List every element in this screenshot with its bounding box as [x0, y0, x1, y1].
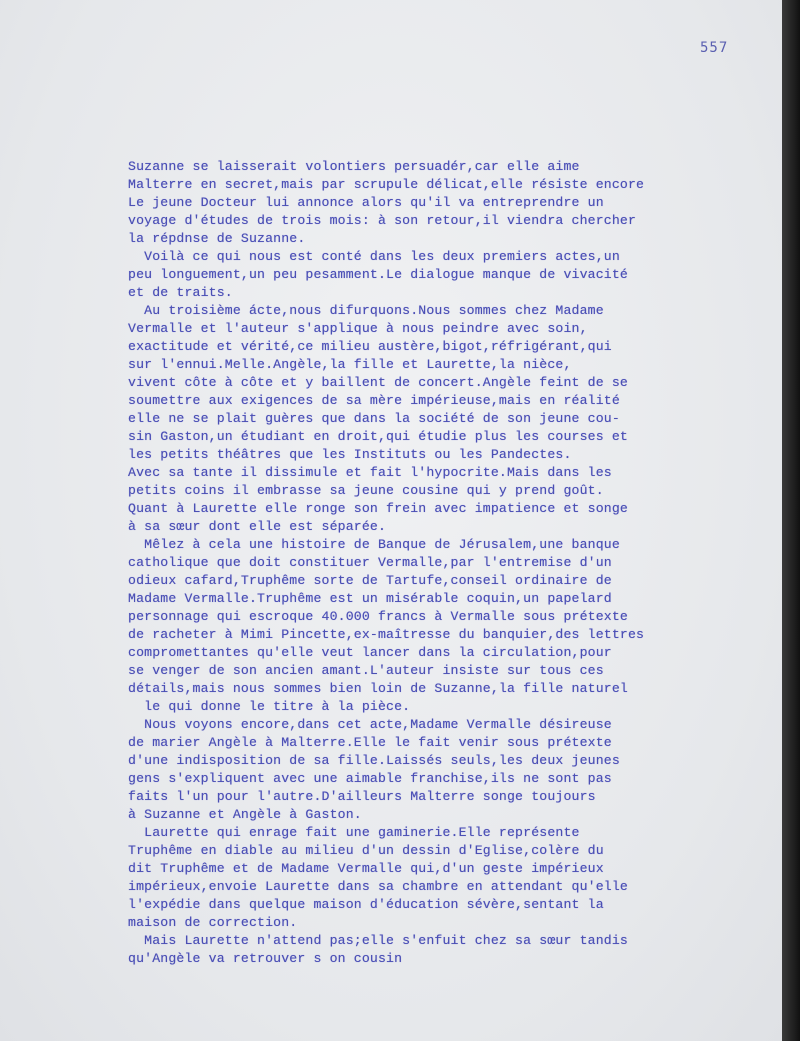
text-line: compromettantes qu'elle veut lancer dans la circulation,pour	[128, 645, 612, 660]
text-line: petits coins il embrasse sa jeune cousine qui y prend goût.	[128, 483, 604, 498]
text-line: sur l'ennui.Melle.Angèle,la fille et Laurette,la nièce,	[128, 357, 572, 372]
body-text	[128, 158, 776, 968]
text-line: Quant à Laurette elle ronge son frein avec impatience et songe	[128, 501, 628, 516]
text-line: la répdnse de Suzanne.	[128, 231, 306, 246]
scan-border	[782, 0, 800, 1041]
text-line: elle ne se plait guères que dans la société de son jeune cou-	[128, 411, 620, 426]
text-line: les petits théâtres que les Instituts ou les Pandectes.	[128, 447, 572, 462]
text-line: Avec sa tante il dissimule et fait l'hypocrite.Mais dans les	[128, 465, 612, 480]
text-line: Mais Laurette n'attend pas;elle s'enfuit chez sa sœur tandis	[128, 933, 628, 948]
text-line: Mêlez à cela une histoire de Banque de Jérusalem,une banque	[128, 537, 620, 552]
text-line: faits l'un pour l'autre.D'ailleurs Malterre songe toujours	[128, 789, 596, 804]
text-line: l'expédie dans quelque maison d'éducation sévère,sentant la	[128, 897, 604, 912]
text-line: catholique que doit constituer Vermalle,par l'entremise d'un	[128, 555, 612, 570]
text-line: impérieux,envoie Laurette dans sa chambre en attendant qu'elle	[128, 879, 628, 894]
text-line: Truphême en diable au milieu d'un dessin d'Eglise,colère du	[128, 843, 604, 858]
text-line: d'une indisposition de sa fille.Laissés seuls,les deux jeunes	[128, 753, 620, 768]
text-line: Vermalle et l'auteur s'applique à nous peindre avec soin,	[128, 321, 588, 336]
text-line: qu'Angèle va retrouver s on cousin	[128, 951, 403, 966]
text-line: voyage d'études de trois mois: à son retour,il viendra chercher	[128, 213, 637, 228]
text-line: Suzanne se laisserait volontiers persuadér,car elle aime	[128, 159, 580, 174]
text-line: sin Gaston,un étudiant en droit,qui étudie plus les courses et	[128, 429, 628, 444]
text-line: Au troisième ácte,nous difurquons.Nous sommes chez Madame	[128, 303, 604, 318]
text-line: à Suzanne et Angèle à Gaston.	[128, 807, 362, 822]
text-line: se venger de son ancien amant.L'auteur insiste sur tous ces	[128, 663, 604, 678]
text-line: Le jeune Docteur lui annonce alors qu'il va entreprendre un	[128, 195, 604, 210]
text-line: Laurette qui enrage fait une gaminerie.Elle représente	[128, 825, 580, 840]
text-line: dit Truphême et de Madame Vermalle qui,d'un geste impérieux	[128, 861, 604, 876]
text-line: et de traits.	[128, 285, 233, 300]
text-line: Nous voyons encore,dans cet acte,Madame Vermalle désireuse	[128, 717, 612, 732]
text-line: vivent côte à côte et y baillent de concert.Angèle feint de se	[128, 375, 628, 390]
text-line: Malterre en secret,mais par scrupule délicat,elle résiste encore	[128, 177, 645, 192]
text-line: de racheter à Mimi Pincette,ex-maîtresse du banquier,des lettres	[128, 627, 645, 642]
text-line: odieux cafard,Truphême sorte de Tartufe,conseil ordinaire de	[128, 573, 612, 588]
text-line: Voilà ce qui nous est conté dans les deux premiers actes,un	[128, 249, 620, 264]
text-line: le qui donne le titre à la pièce.	[128, 699, 411, 714]
text-line: exactitude et vérité,ce milieu austère,bigot,réfrigérant,qui	[128, 339, 612, 354]
text-line: à sa sœur dont elle est séparée.	[128, 519, 387, 534]
text-line: de marier Angèle à Malterre.Elle le fait venir sous prétexte	[128, 735, 612, 750]
text-line: Madame Vermalle.Truphême est un misérable coquin,un papelard	[128, 591, 612, 606]
text-line: maison de correction.	[128, 915, 298, 930]
text-line: peu longuement,un peu pesamment.Le dialogue manque de vivacité	[128, 267, 628, 282]
text-line: gens s'expliquent avec une aimable franchise,ils ne sont pas	[128, 771, 612, 786]
page-number: 557	[700, 40, 729, 56]
text-line: soumettre aux exigences de sa mère impérieuse,mais en réalité	[128, 393, 620, 408]
text-line: détails,mais nous sommes bien loin de Suzanne,la fille naturel	[128, 681, 628, 696]
text-line: personnage qui escroque 40.000 francs à Vermalle sous prétexte	[128, 609, 628, 624]
